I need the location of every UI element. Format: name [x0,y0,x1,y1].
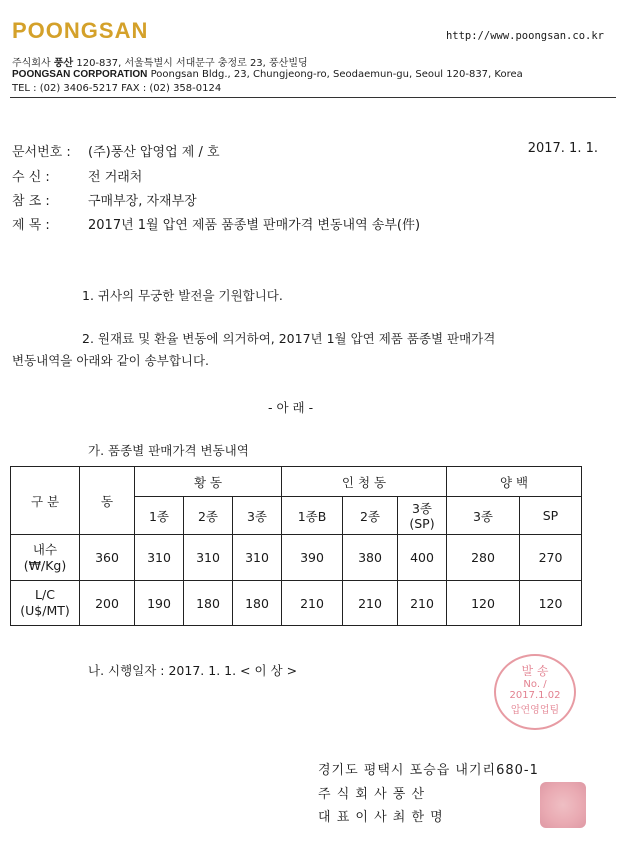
subheader-cell: 1종 [135,497,184,535]
price-table [10,466,582,626]
recipient-label: 수 신 : [12,170,50,185]
section-a-title: 가. 품종별 판매가격 변동내역 [88,443,249,458]
cc-label: 참 조 : [12,194,50,209]
price-cell: 210 [282,581,343,626]
table-row [11,581,582,626]
footer-address: 경기도 평택시 포승읍 내기리680-1 [318,763,539,778]
korean-address-line [12,54,308,69]
price-cell: 390 [282,535,343,581]
price-cell: 190 [135,581,184,626]
company-seal [540,782,586,828]
header-nickel-silver: 양 백 [447,467,582,497]
subheader-cell: 3종 [233,497,282,535]
header-category: 구 분 [11,467,80,535]
paragraph-2-line2: 변동내역을 아래와 같이 송부합니다. [12,353,210,368]
dispatch-stamp [494,654,576,730]
subheader-cell: 3종 (SP) [398,497,447,535]
price-cell: 400 [398,535,447,581]
footer-company: 주 식 회 사 풍 산 [318,787,426,802]
price-cell: 280 [447,535,520,581]
doc-number-row [12,141,220,160]
row-label-unit: (U$/MT) [20,603,70,618]
price-cell: 360 [80,535,135,581]
row-label [11,581,80,626]
price-cell: 180 [184,581,233,626]
subheader-cell: 2종 [184,497,233,535]
subheader-cell: 3종 [447,497,520,535]
stamp-number: No. / [523,679,547,690]
doc-number-label: 문서번호 : [12,145,71,160]
table-row [11,535,582,581]
subject-label: 제 목 : [12,218,50,233]
recipient-row [12,166,142,185]
kr-address: 120-837, 서울특별시 서대문구 충정로 23, 풍산빌딩 [76,58,308,69]
price-cell: 310 [135,535,184,581]
price-cell: 270 [520,535,582,581]
header-phosphor-bronze: 인 청 동 [282,467,447,497]
price-cell: 120 [447,581,520,626]
price-cell: 180 [233,581,282,626]
paragraph-2-line1: 2. 원재료 및 환율 변동에 의거하여, 2017년 1월 압연 제품 품종별 판매가격 [82,331,496,346]
contact-line: TEL : (02) 3406-5217 FAX : (02) 358-0124 [12,83,222,94]
subheader-cell: 2종 [343,497,398,535]
website-url[interactable]: http://www.poongsan.co.kr [445,30,604,42]
cc-value: 구매부장, 자재부장 [88,194,197,209]
subheader-cell: SP [520,497,582,535]
subject-row [12,214,420,233]
kr-prefix: 주식회사 [12,58,51,69]
english-address-line [12,69,523,80]
price-cell: 210 [343,581,398,626]
header-divider [10,97,616,98]
subheader-cell: 1종B [282,497,343,535]
row-label-name: 내수 [32,541,58,557]
price-cell: 310 [184,535,233,581]
price-cell: 200 [80,581,135,626]
stamp-date: 2017.1.02 [509,690,561,701]
en-address: Poongsan Bldg., 23, Chungjeong-ro, Seodaemun-gu, Seoul 120-837, Korea [150,69,523,80]
below-heading: - 아 래 - [268,400,314,415]
company-logo: POONGSAN [12,18,149,43]
row-label [11,535,80,581]
kr-company: 풍산 [53,58,74,69]
doc-date: 2017. 1. 1. [527,141,598,156]
header-copper: 동 [80,467,135,535]
row-label-name: L/C [35,587,55,602]
price-cell: 210 [398,581,447,626]
section-b-effective-date: 나. 시행일자 : 2017. 1. 1. < 이 상 > [88,663,298,678]
stamp-team: 압연영업팀 [510,705,560,716]
recipient-value: 전 거래처 [88,170,143,185]
stamp-title: 발 송 [521,664,549,678]
price-cell: 380 [343,535,398,581]
cc-row [12,190,197,209]
doc-number-value: (주)풍산 압영업 제 / 호 [88,145,220,160]
footer-ceo: 대 표 이 사 최 한 명 [318,810,444,825]
subject-value: 2017년 1월 압연 제품 품종별 판매가격 변동내역 송부(件) [88,218,421,233]
price-cell: 310 [233,535,282,581]
paragraph-1: 1. 귀사의 무궁한 발전을 기원합니다. [82,288,283,303]
en-company: POONGSAN CORPORATION [12,69,148,80]
row-label-unit: (₩/Kg) [23,557,67,573]
price-cell: 120 [520,581,582,626]
header-brass: 황 동 [135,467,282,497]
